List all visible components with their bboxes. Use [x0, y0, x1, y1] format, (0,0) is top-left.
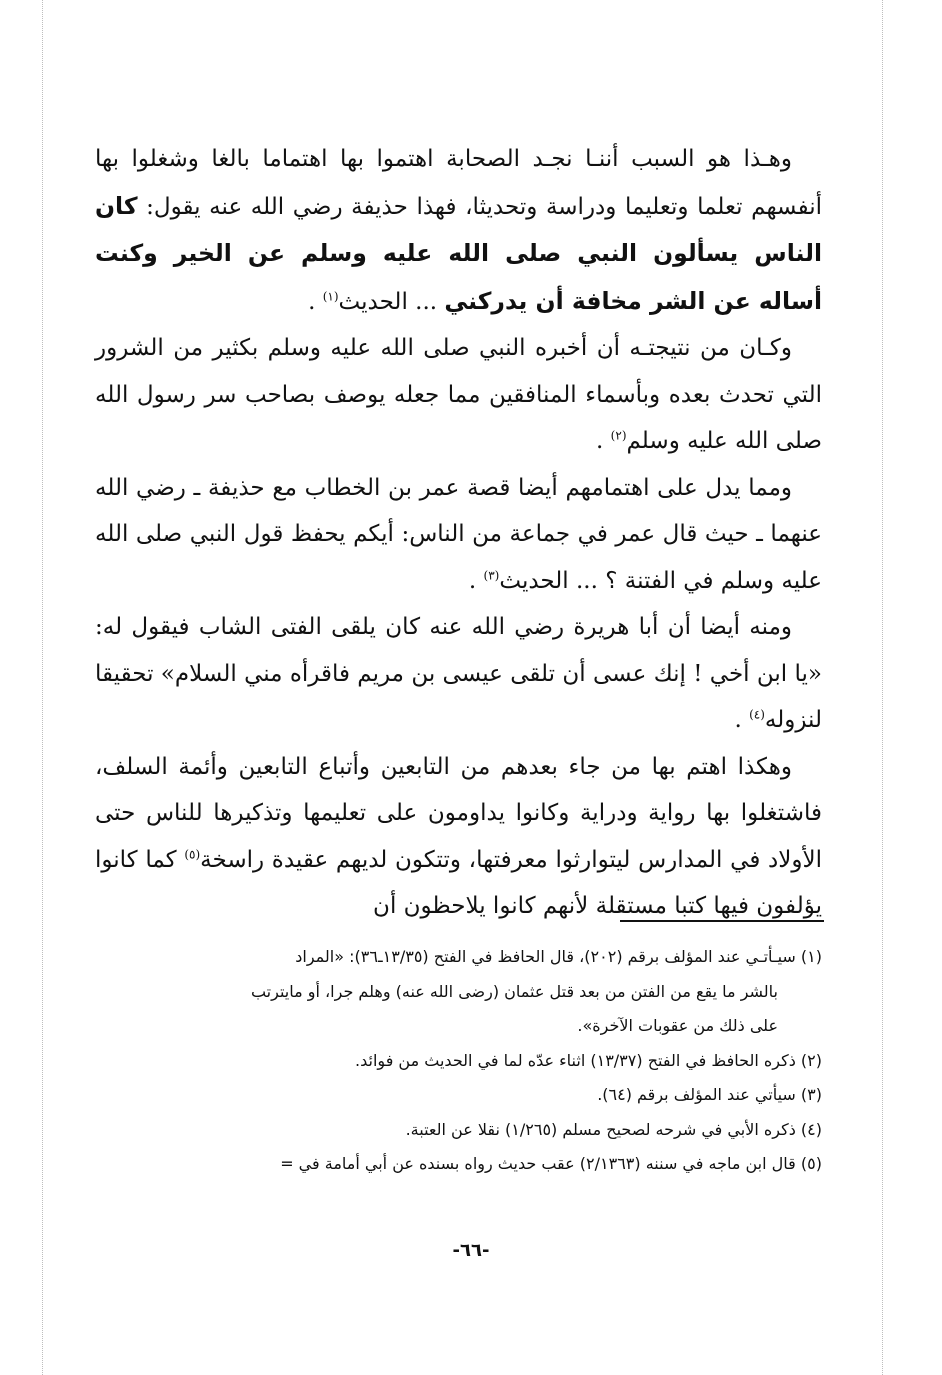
footnote-text: سيأتي عند المؤلف برقم (٦٤).: [597, 1085, 796, 1104]
footnote-text: بالشر ما يقع من الفتن من بعد قتل عثمان (رضى الله عنه) وهلم جرا، أو مايترتب: [250, 981, 778, 1001]
text-run: ومما يدل على اهتمامهم أيضا قصة عمر بن الخطاب مع حذيفة ـ رضي الله عنهما ـ حيث قال عمر في جماعة من الناس: أيكم يحفظ قول النبي صلى الله عليه وسلم في الفتنة ؟ ... الحديث: [95, 474, 823, 594]
footnote-5: [82, 1147, 822, 1182]
footnote-1-line-3: [82, 1009, 822, 1044]
footnote-text: ذكره الأبي في شرحه لصحيح مسلم (١/٢٦٥) نقلا عن العتبة.: [405, 1119, 796, 1139]
text-run: .: [596, 428, 611, 454]
footnote-2: [82, 1044, 822, 1079]
footnote-1-line-2: [82, 975, 822, 1010]
footnote-marker: (٥): [800, 1154, 822, 1173]
right-margin-guide: [882, 0, 883, 1375]
paragraph-2: [95, 325, 822, 465]
footnote-text: ذكره الحافظ في الفتح (١٣/٣٧) اثناء عدّه لما في الحديث من فوائد.: [355, 1050, 796, 1070]
footnote-1: [82, 940, 822, 975]
footnote-text: سيـأتـي عند المؤلف برقم (٢٠٢)، قال الحافظ في الفتح (١٣/٣٥ـ٣٦): «المراد: [295, 947, 796, 966]
text-run: .: [308, 288, 323, 315]
text-run: وكـان من نتيجتـه أن أخبره النبي صلى الله عليه وسلم بكثير من الشرور التي تحدث بعده وبأسماء المنافقين مما جعله يوصف بصاحب سر رسول الله صلى الله عليه وسلم: [95, 335, 822, 454]
hadith-quote: كان الناس يسألون النبي صلى الله عليه وسلم عن الخير وكنت أساله عن الشر مخافة أن يدركني: [95, 191, 822, 315]
footnote-ref: (١): [322, 288, 339, 303]
paragraph-3: [95, 465, 822, 605]
footnote-text: قال ابن ماجه في سننه (٢/١٣٦٣) عقب حديث رواه بسنده عن أبي أمامة في =: [280, 1154, 796, 1173]
footnote-ref: (٥): [184, 846, 201, 861]
paragraph-1: [95, 136, 822, 325]
text-run: كما كانوا يؤلفون فيها كتبا مستقلة لأنهم كانوا يلاحظون أن: [95, 846, 822, 919]
footnote-separator: [620, 920, 824, 922]
text-run: .: [468, 567, 484, 594]
footnote-text: على ذلك من عقوبات الآخرة».: [577, 1016, 778, 1035]
text-run: ... الحديث: [338, 288, 445, 315]
footnote-ref: (٣): [483, 567, 500, 582]
footnote-marker: (١): [800, 947, 822, 966]
footnote-3: [82, 1078, 822, 1113]
page-number: -٦٦-: [452, 1240, 490, 1261]
footnote-4: [82, 1113, 822, 1148]
main-text: [95, 136, 822, 930]
footnote-marker: (٢): [800, 1050, 822, 1070]
paragraph-5: [95, 744, 822, 930]
text-run: .: [734, 707, 750, 733]
text-run: وهـذا هو السبب أننـا نجـد الصحابة اهتموا بها اهتماما بالغا وشغلوا بها أنفسهم تعلما وتعليما ودراسة وتحديثا، فهذا حذيفة رضي الله عنه يقول:: [95, 146, 822, 220]
footnotes: [82, 940, 822, 1182]
text-run: ومنه أيضا أن أبا هريرة رضي الله عنه كان يلقى الفتى الشاب فيقول له: «يا ابن أخي ! إنك عسى أن تلقى عيسى بن مريم فاقرأه مني السلام» تحقيقا لنزوله: [95, 614, 822, 733]
text-run: وهكذا اهتم بها من جاء بعدهم من التابعين وأتباع التابعين وأئمة السلف، فاشتغلوا بها رواية ودراية وكانوا يداومون على تعليمها وتذكيرها للناس حتى الأولاد في المدارس ليتوارثوا معرفتها، وتتكون لديهم عقيدة راسخة: [95, 753, 822, 873]
footnote-ref: (٤): [749, 707, 765, 722]
left-margin-guide: [42, 0, 43, 1375]
footnote-marker: (٣): [800, 1085, 822, 1104]
footnote-marker: (٤): [800, 1119, 822, 1139]
footnote-ref: (٢): [610, 428, 627, 443]
paragraph-4: [95, 604, 822, 744]
